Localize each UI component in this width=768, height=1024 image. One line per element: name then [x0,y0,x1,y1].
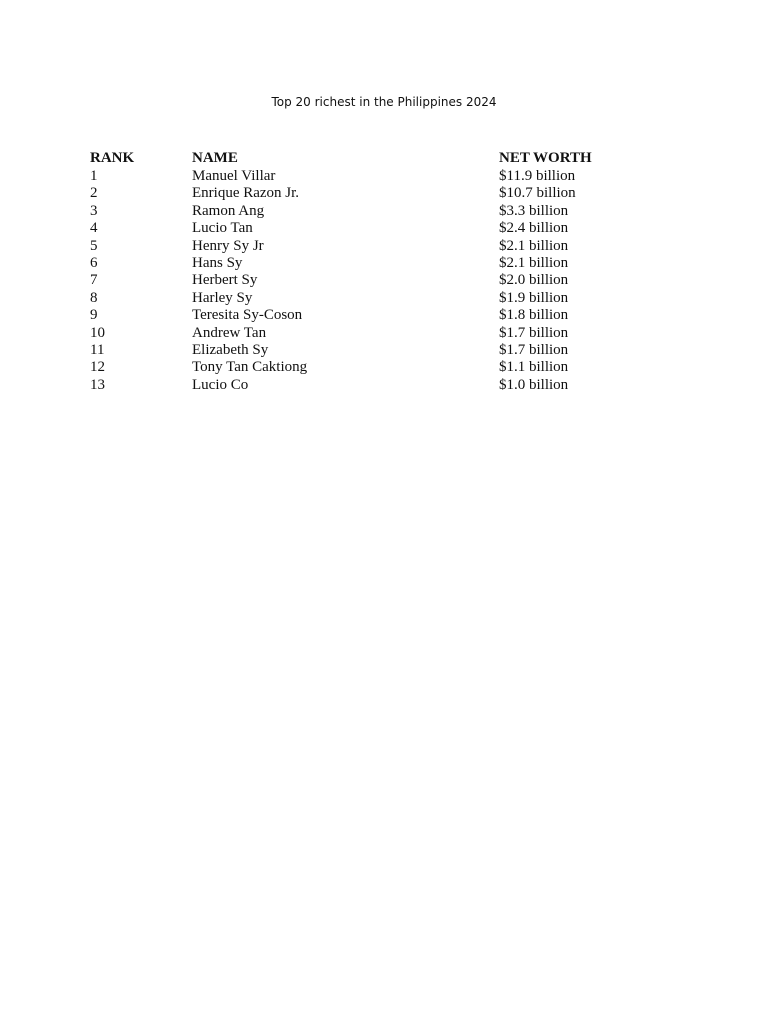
table-row [90,220,650,237]
rank-cell: 2 [90,185,98,202]
name-column-header: NAME [192,150,238,166]
rank-cell: 1 [90,168,98,184]
name-cell: Tony Tan Caktiong [192,359,308,376]
net-worth-cell: $1.0 billion [499,376,569,393]
rank-cell: 3 [90,202,98,219]
rank-cell: 5 [90,237,98,254]
net-worth-cell: $1.7 billion [499,341,569,358]
name-cell: Lucio Tan [192,220,253,237]
table-row [90,168,650,185]
rank-cell: 8 [90,289,98,306]
rank-cell: 6 [90,254,98,271]
name-cell: Herbert Sy [192,272,258,289]
name-cell: Henry Sy Jr [192,237,264,254]
name-cell: Elizabeth Sy [192,341,269,358]
net-worth-cell: $1.8 billion [499,307,569,324]
net-worth-cell: $1.1 billion [499,359,569,376]
name-cell: Hans Sy [192,254,243,271]
name-cell: Lucio Co [192,376,249,393]
net-worth-cell: $10.7 billion [499,185,576,202]
net-worth-cell: $1.9 billion [499,289,569,306]
table-row [90,290,650,307]
richest-table [90,150,650,394]
rank-cell: 7 [90,272,98,289]
name-cell: Andrew Tan [192,324,267,341]
table-row [90,272,650,289]
net-worth-cell: $2.4 billion [499,220,569,237]
rank-cell: 4 [90,220,98,237]
table-row [90,359,650,376]
table-row [90,255,650,272]
name-cell: Enrique Razon Jr. [192,185,300,202]
name-cell: Harley Sy [192,289,253,306]
rank-cell: 13 [90,376,105,393]
net-worth-column-header: NET WORTH [499,150,592,166]
rank-cell: 9 [90,307,98,324]
net-worth-cell: $1.7 billion [499,324,569,341]
net-worth-cell: $2.0 billion [499,272,569,289]
net-worth-cell: $2.1 billion [499,237,569,254]
rank-column-header: RANK [90,150,135,166]
name-cell: Teresita Sy-Coson [192,307,303,324]
rank-cell: 10 [90,324,105,341]
table-row [90,307,650,324]
rank-cell: 12 [90,359,105,376]
table-row [90,342,650,359]
table-row [90,377,650,394]
net-worth-cell: $3.3 billion [499,202,569,219]
rank-cell: 11 [90,341,105,358]
name-cell: Manuel Villar [192,168,276,184]
table-row [90,203,650,220]
table-header-row [90,150,650,168]
net-worth-cell: $2.1 billion [499,254,569,271]
table-row [90,238,650,255]
page-title: Top 20 richest in the Philippines 2024 [271,95,497,109]
name-cell: Ramon Ang [192,202,265,219]
table-row [90,325,650,342]
table-row [90,185,650,202]
net-worth-cell: $11.9 billion [499,168,576,184]
